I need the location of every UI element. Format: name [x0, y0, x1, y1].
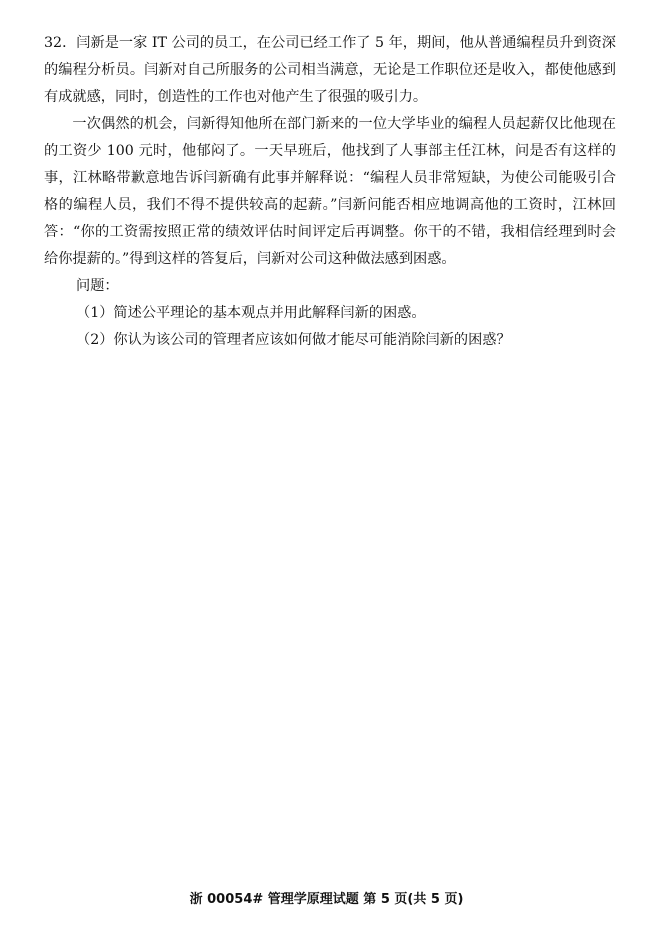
page-footer: 浙 00054# 管理学原理试题 第 5 页(共 5 页) — [189, 892, 464, 907]
case-detail-paragraph: 一次偶然的机会，闫新得知他所在部门新来的一位大学毕业的编程人员起薪仅比他现在的工资少 100 元时，他郁闷了。一天早班后，他找到了人事部主任江林，问是否有这样的事，江林略带歉意地告诉闫新确有此事并解释说：“编程人员非常短缺，为使公司能吸引合格的编程人员，我们不得不提供较高的起薪。”闫新问能否相应地调高他的工资时，江林回答：“你的工资需按照正常的绩效评估时间评定后再调整。你干的不错，我相信经理到时会给你提薪的。”得到这样的答复后，闫新对公司这种做法感到困惑。 — [44, 116, 616, 267]
question-item-1: （1）简述公平理论的基本观点并用此解释闫新的困惑。 — [76, 305, 426, 321]
question-body — [44, 30, 616, 354]
questions-heading: 问题： — [76, 278, 119, 294]
question-item-2: （2）你认为该公司的管理者应该如何做才能尽可能消除闫新的困惑？ — [76, 332, 511, 348]
case-intro-paragraph: 32．闫新是一家 IT 公司的员工，在公司已经工作了 5 年，期间，他从普通编程员升到资深的编程分析员。闫新对自己所服务的公司相当满意，无论是工作职位还是收入，都使他感到有成就感，同时，创造性的工作也对他产生了很强的吸引力。 — [44, 35, 616, 105]
